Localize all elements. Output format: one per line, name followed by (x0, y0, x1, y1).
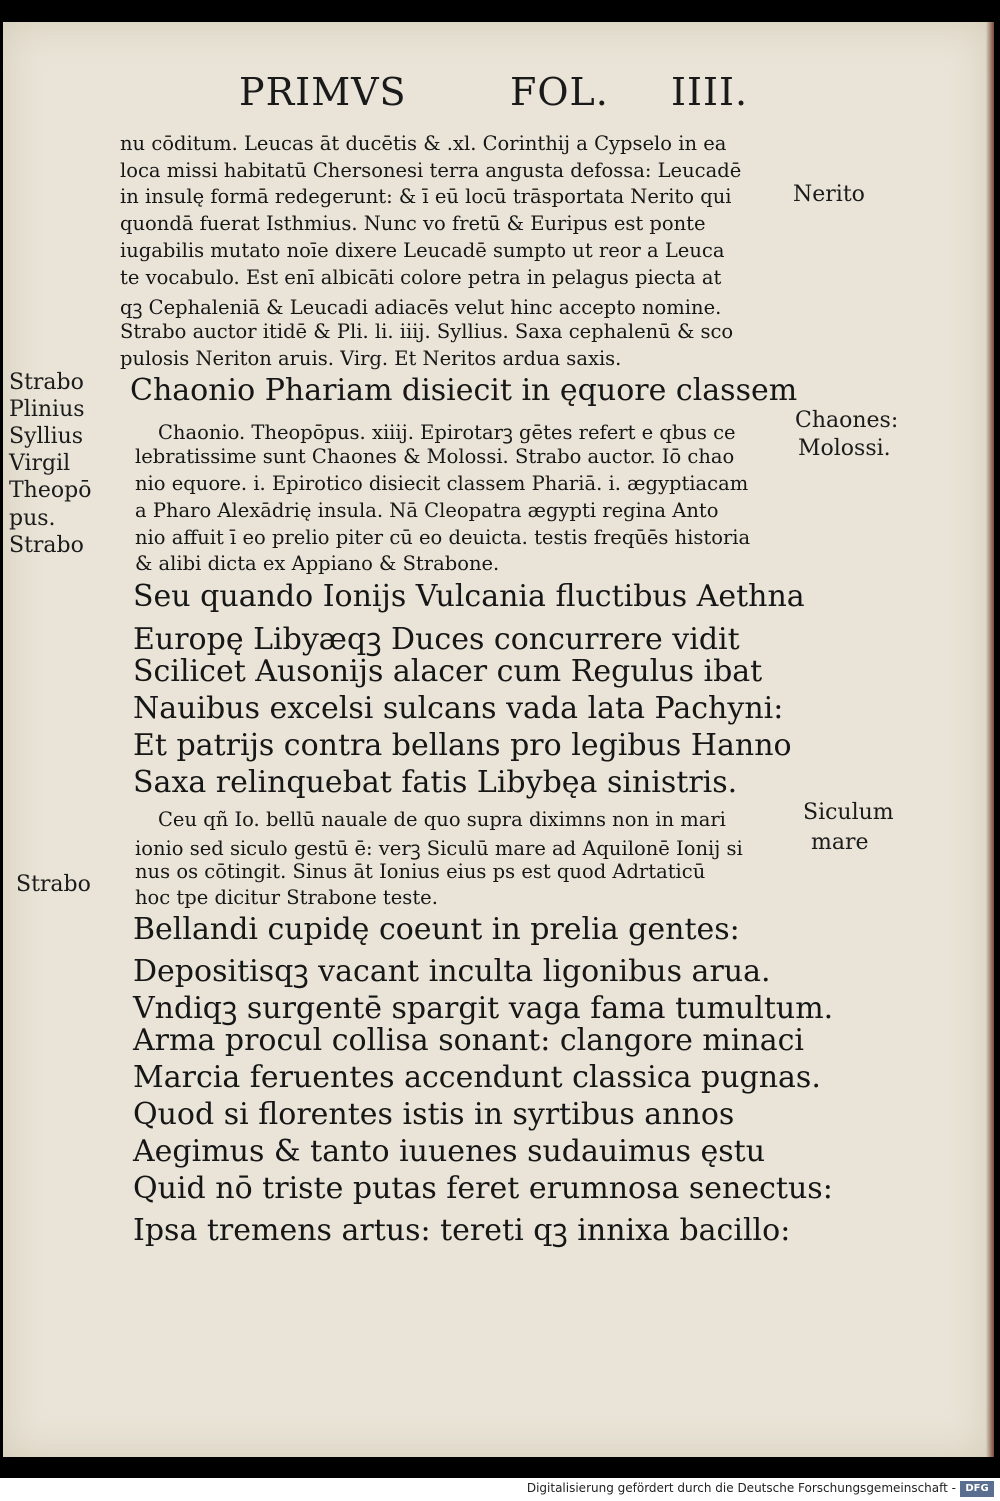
running-head-folio-number: IIII. (671, 70, 749, 114)
verse-line: Marcia feruentes accendunt classica pugnas. (133, 1060, 821, 1095)
verse-line: Scilicet Ausonijs alacer cum Regulus ibat (133, 654, 763, 689)
verse-line: Saxa relinquebat fatis Libybęa sinistris. (133, 765, 738, 800)
text-line: ionio sed siculo gestū ē: verꝫ Siculū mare ad Aquilonē Ionij si (135, 837, 743, 860)
verse-line: Europę Libyæqꝫ Duces concurrere vidit (133, 622, 740, 657)
text-line: quondā fuerat Isthmius. Nunc vo fretū & Euripus est ponte (120, 212, 706, 235)
text-line: nus os cōtingit. Sinus āt Ionius eius ps est quod Adrtaticū (135, 860, 706, 883)
text-line: lebratissime sunt Chaones & Molossi. Strabo auctor. Iō chao (135, 445, 735, 468)
margin-note-left: pus. (9, 506, 56, 531)
text-line: nio equore. i. Epirotico disiecit classem Phariā. i. ægyptiacam (135, 472, 749, 495)
verse-line: Quod si florentes istis in syrtibus annos (133, 1097, 735, 1132)
running-head-folio-label: FOL. (510, 70, 609, 114)
verse-line: Quid nō triste putas feret erumnosa senectus: (133, 1171, 833, 1206)
margin-note-right: Siculum (803, 800, 894, 825)
text-line: pulosis Neriton aruis. Virg. Et Neritos ardua saxis. (120, 347, 622, 370)
verse-line: Aegimus & tanto iuuenes sudauimus ęstu (133, 1134, 766, 1169)
verse-line: Seu quando Ionijs Vulcania fluctibus Aethna (133, 579, 805, 614)
margin-note-right: Nerito (793, 182, 865, 207)
text-line: iugabilis mutato noīe dixere Leucadē sumpto ut reor a Leuca (120, 239, 725, 262)
text-line: qꝫ Cephaleniā & Leucadi adiacēs velut hinc accepto nomine. (120, 296, 722, 319)
running-head-left: PRIMVS (239, 70, 407, 114)
verse-line: Ipsa tremens artus: tereti qꝫ innixa bacillo: (133, 1213, 791, 1248)
margin-note-right: mare (811, 830, 869, 855)
margin-note-left: Strabo (9, 370, 84, 395)
text-line: Ceu qñ Io. bellū nauale de quo supra diximns non in mari (158, 808, 726, 831)
margin-note-right: Molossi. (798, 436, 891, 461)
margin-note-right: Chaones: (795, 408, 899, 433)
margin-note-left: Theopō (9, 478, 92, 503)
verse-line: Chaonio Phariam disiecit in ęquore classem (130, 373, 798, 408)
footer-bar (0, 1478, 1000, 1501)
margin-note-left: Plinius (9, 397, 85, 422)
verse-line: Arma procul collisa sonant: clangore minaci (133, 1023, 805, 1058)
verse-line: Depositisqꝫ vacant inculta ligonibus arua. (133, 954, 771, 989)
margin-note-left: Virgil (9, 451, 71, 476)
text-line: nio affuit ī eo prelio piter cū eo deuicta. testis freqūēs historia (135, 526, 751, 549)
text-line: Strabo auctor itidē & Pli. li. iiij. Syllius. Saxa cephalenū & sco (120, 320, 734, 343)
funding-credit: Digitalisierung gefördert durch die Deutsche Forschungsgemeinschaft - (526, 1481, 956, 1495)
page-header (3, 70, 988, 130)
text-line: te vocabulo. Est enī albicāti colore petra in pelagus piecta at (120, 266, 722, 289)
text-line: loca missi habitatū Chersonesi terra angusta defossa: Leucadē (120, 159, 742, 182)
text-line: & alibi dicta ex Appiano & Strabone. (135, 552, 500, 575)
verse-line: Bellandi cupidę coeunt in prelia gentes: (133, 912, 740, 947)
dfg-logo: DFG (960, 1481, 994, 1497)
text-line: in insulę formā redegerunt: & ī eū locū trāsportata Nerito qui (120, 185, 732, 208)
margin-note-left: Strabo (9, 533, 84, 558)
text-line: a Pharo Alexādrię insula. Nā Cleopatra ægypti regina Anto (135, 499, 719, 522)
text-line: nu cōditum. Leucas āt ducētis & .xl. Corinthij a Cypselo in ea (120, 132, 727, 155)
verse-line: Et patrijs contra bellans pro legibus Hanno (133, 728, 792, 763)
text-line: Chaonio. Theopōpus. xiiij. Epirotarꝫ gētes refert e qbus ce (158, 421, 736, 444)
book-page (3, 22, 988, 1457)
text-line: hoc tpe dicitur Strabone teste. (135, 886, 438, 909)
verse-line: Nauibus excelsi sulcans vada lata Pachyni: (133, 691, 784, 726)
margin-note-left: Syllius (9, 424, 84, 449)
verse-line: Vndiqꝫ surgentē spargit vaga fama tumultum. (133, 991, 834, 1026)
margin-note-left: Strabo (16, 872, 91, 897)
